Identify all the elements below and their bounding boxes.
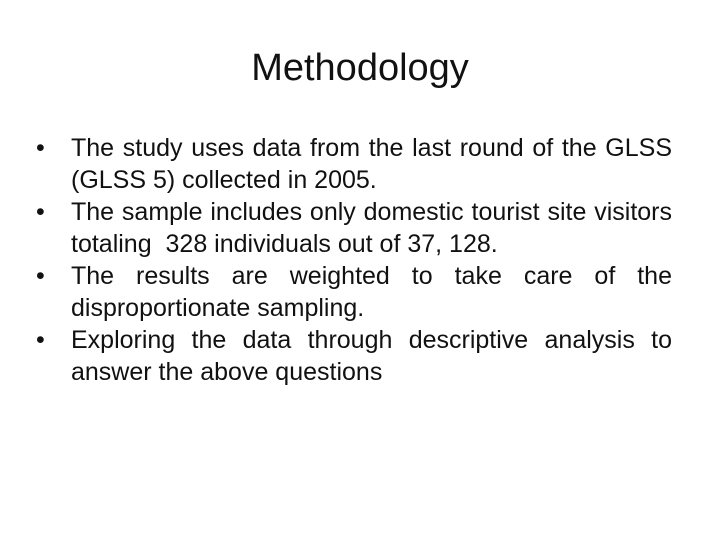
- bullet-list: [36, 132, 679, 388]
- bullet-item: [36, 260, 672, 324]
- bullet-item: [36, 132, 672, 196]
- bullet-icon: •: [36, 262, 45, 290]
- bullet-item: [36, 324, 672, 388]
- bullet-item: [36, 196, 679, 260]
- bullet-text: The study uses data from the last round of the GLSS (GLSS 5) collected in 2005.: [71, 134, 672, 194]
- bullet-text: The results are weighted to take care of the disproportionate sampling.: [71, 262, 672, 322]
- bullet-icon: •: [36, 198, 45, 226]
- bullet-icon: •: [36, 134, 45, 162]
- bullet-text: Exploring the data through descriptive analysis to answer the above questions: [71, 326, 672, 386]
- bullet-icon: •: [36, 326, 45, 354]
- bullet-text: The sample includes only domestic tourist site visitors totaling 328 individuals out of 37, 128.: [71, 198, 679, 258]
- slide-title: Methodology: [251, 47, 469, 89]
